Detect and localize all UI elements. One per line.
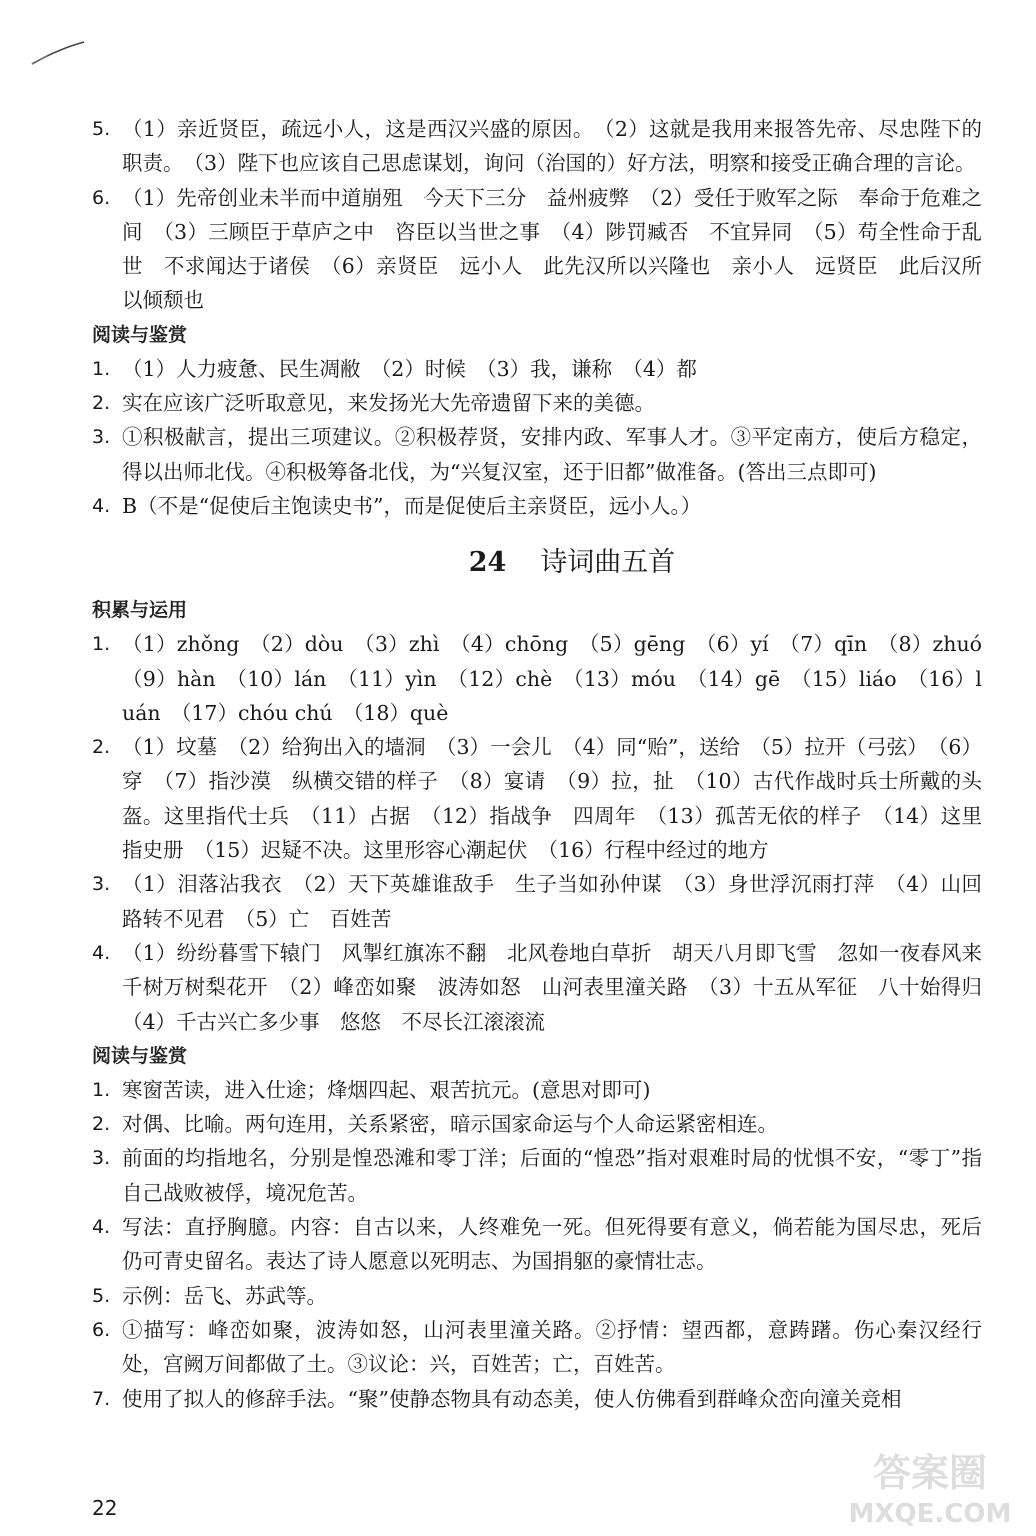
answer-item xyxy=(92,181,982,318)
answer-item xyxy=(92,1141,982,1210)
chapter-title: 诗词曲五首 xyxy=(540,547,676,579)
answer-text: 示例：岳飞、苏武等。 xyxy=(122,1283,327,1308)
answer-item xyxy=(92,1382,982,1416)
chapter-number: 24 xyxy=(468,547,507,579)
answer-number: 2. xyxy=(92,392,111,415)
answer-number: 2. xyxy=(92,736,111,759)
answer-text: （1）坟墓 （2）给狗出入的墙洞 （3）一会儿 （4）同“贻”，送给 （5）拉开（弓弦） （6）穿 （7）指沙漠 纵横交错的样子 （8）宴请 （9）拉，扯 （10）古代作战时兵士所戴的头盔。这里指代士兵 （11）占据 （12）指战争 四周年 （13）孤苦无依的样子 （14）这里指史册 （15）迟疑不决。这里形容心潮起伏 （16）行程中经过的地方 xyxy=(122,735,982,863)
answer-number: 6. xyxy=(92,1318,111,1341)
answer-item xyxy=(92,1107,982,1141)
answer-text: 寒窗苦读，进入仕途；烽烟四起、艰苦抗元。(意思对即可) xyxy=(122,1077,651,1102)
answers-reading-1 xyxy=(92,352,982,523)
answer-text: （1）纷纷暮雪下辕门 风掣红旗冻不翻 北风卷地白草折 胡天八月即飞雪 忽如一夜春风来 千树万树梨花开 （2）峰峦如聚 波涛如怒 山河表里潼关路 （3）十五从军征 八十始得归 （4）千古兴亡多少事 悠悠 不尽长江滚滚流 xyxy=(122,940,1003,1034)
answer-number: 1. xyxy=(92,357,111,380)
answer-number: 6. xyxy=(92,186,111,209)
answer-item xyxy=(92,1313,982,1382)
answer-item xyxy=(92,420,982,489)
answers-reading-2 xyxy=(92,1073,982,1416)
answer-text: 实在应该广泛听取意见，来发扬光大先帝遗留下来的美德。 xyxy=(122,391,655,416)
answers-block-top xyxy=(92,112,982,318)
answer-text: B（不是“促使后主饱读史书”，而是促使后主亲贤臣，远小人。） xyxy=(122,493,702,518)
answer-text: （1）人力疲惫、民生凋敝 （2）时候 （3）我，谦称 （4）都 xyxy=(122,356,697,381)
answer-item xyxy=(92,867,982,936)
answer-number: 4. xyxy=(92,1216,111,1239)
answer-number: 5. xyxy=(92,1284,111,1307)
answer-number: 4. xyxy=(92,941,111,964)
answer-item xyxy=(92,730,982,867)
answer-number: 3. xyxy=(92,426,111,449)
answer-item xyxy=(92,352,982,386)
section-title-accumulation: 积累与运用 xyxy=(92,599,188,622)
answer-number: 2. xyxy=(92,1113,111,1136)
answer-text: （1）先帝创业未半而中道崩殂 今天下三分 益州疲弊 （2）受任于败军之际 奉命于危难之间 （3）三顾臣于草庐之中 咨臣以当世之事 （4）陟罚臧否 不宜异同 （5）苟全性命于乱世 不求闻达于诸侯 （6）亲贤臣 远小人 此先汉所以兴隆也 亲小人 远贤臣 此后汉所以倾颓也 xyxy=(122,185,982,313)
pen-stroke-mark xyxy=(28,38,88,68)
answer-item xyxy=(92,936,1003,1039)
page-number: 22 xyxy=(92,1496,118,1520)
answer-text: ①积极献言，提出三项建议。②积极荐贤，安排内政、军事人才。③平定南方，使后方稳定，得以出师北伐。④积极筹备北伐，为“兴复汉室，还于旧都”做准备。(答出三点即可) xyxy=(122,425,982,484)
chapter-heading xyxy=(162,535,982,591)
answer-number: 4. xyxy=(92,494,111,517)
answer-item xyxy=(92,1279,982,1313)
watermark-logo xyxy=(838,1440,1024,1530)
answer-text: 使用了拟人的修辞手法。“聚”使静态物具有动态美，使人仿佛看到群峰众峦向潼关竞相 xyxy=(122,1386,902,1411)
answer-item xyxy=(92,489,982,523)
answer-text: （1）泪落沾我衣 （2）天下英雄谁敌手 生子当如孙仲谋 （3）身世浮沉雨打萍 （4）山回路转不见君 （5）亡 百姓苦 xyxy=(122,872,982,931)
answer-number: 1. xyxy=(92,1078,111,1101)
answer-item xyxy=(92,1073,982,1107)
answer-number: 3. xyxy=(92,1147,111,1170)
answer-text: ①描写：峰峦如聚，波涛如怒，山河表里潼关路。②抒情：望西都，意踌躇。伤心秦汉经行处，宫阙万间都做了土。③议论：兴，百姓苦；亡，百姓苦。 xyxy=(122,1317,982,1377)
answer-item xyxy=(92,1210,982,1279)
answer-text: （1）zhǒng （2）dòu （3）zhì （4）chōng （5）gēng （6）yí （7）qīn （8）zhuó （9）hàn （10）lán （11）yìn （12）chè （13）móu （14）gē （15）liáo （16）luán （17）chóu chú （18）què xyxy=(122,632,1003,725)
answer-text: 对偶、比喻。两句连用，关系紧密，暗示国家命运与个人命运紧密相连。 xyxy=(122,1112,778,1137)
section-title-reading-2: 阅读与鉴赏 xyxy=(92,1044,188,1067)
answer-item xyxy=(92,386,982,420)
answer-number: 5. xyxy=(92,118,111,140)
answer-text: 前面的均指地名，分别是惶恐滩和零丁洋；后面的“惶恐”指对艰难时局的忧惧不安，“零丁”指自己战败被俘，境况危苦。 xyxy=(122,1146,982,1205)
answer-item xyxy=(92,627,1003,730)
answers-accumulation xyxy=(92,627,1003,1039)
answer-number: 3. xyxy=(92,873,111,896)
answer-item xyxy=(92,112,982,181)
watermark-text-cn: 答案圈 xyxy=(872,1451,988,1495)
answer-number: 7. xyxy=(92,1387,111,1410)
watermark-text-en: MXQE.COM xyxy=(848,1499,1012,1529)
answer-content xyxy=(92,112,1003,1416)
answer-number: 1. xyxy=(92,633,111,656)
answer-text: （1）亲近贤臣，疏远小人，这是西汉兴盛的原因。 （2）这就是我用来报答先帝、尽忠陛下的职责。 （3）陛下也应该自己思虑谋划，询问（治国的）好方法，明察和接受正确合理的言论。 xyxy=(122,117,982,176)
answer-text: 写法：直抒胸臆。内容：自古以来，人终难免一死。但死得要有意义，倘若能为国尽忠，死后仍可青史留名。表达了诗人愿意以死明志、为国捐躯的豪情壮志。 xyxy=(122,1215,982,1274)
section-title-reading-1: 阅读与鉴赏 xyxy=(92,323,188,346)
